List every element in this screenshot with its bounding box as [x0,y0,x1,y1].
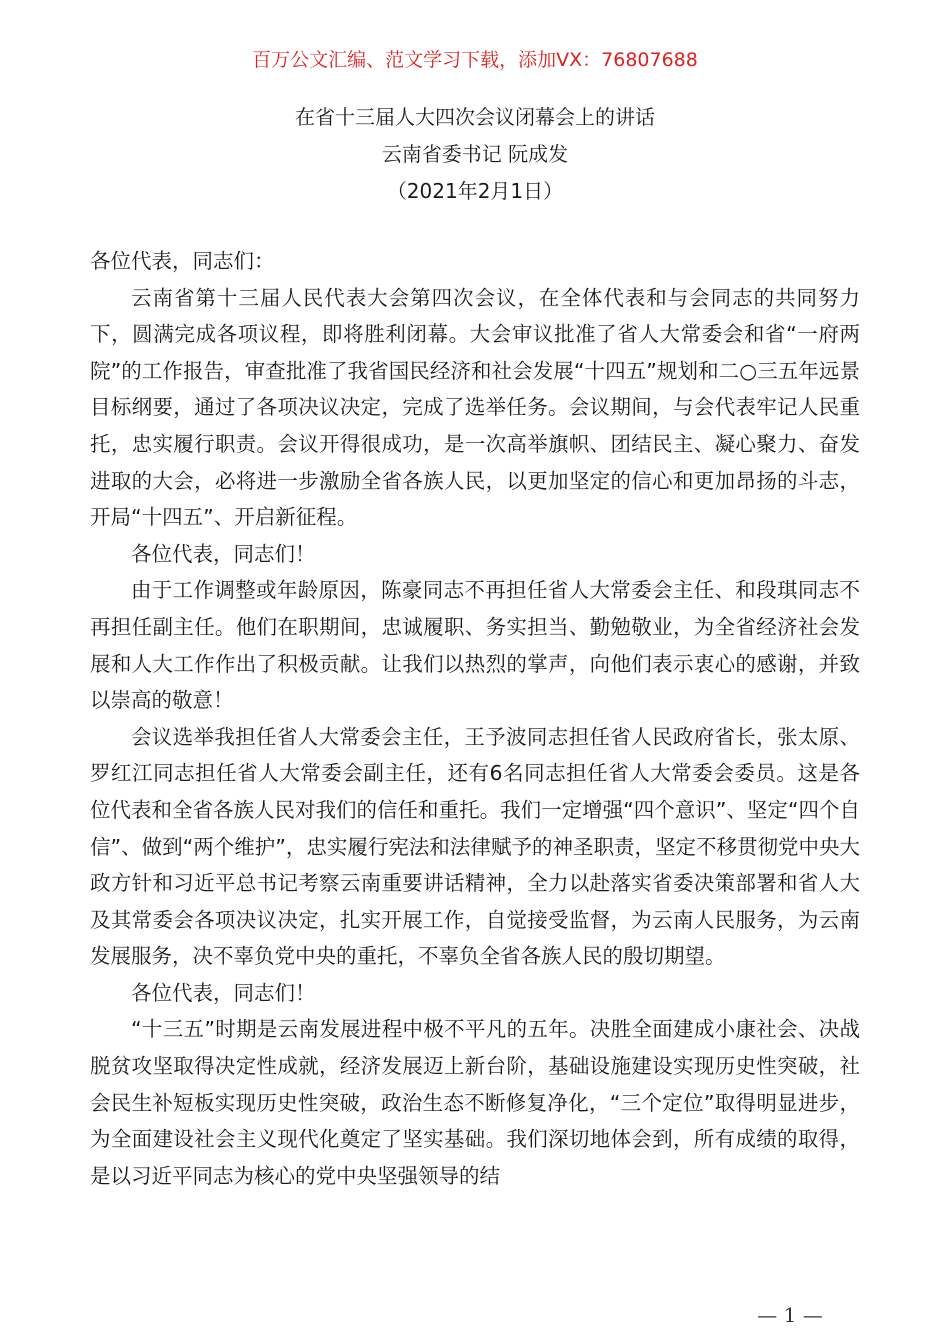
document-body [90,243,860,1194]
paragraph-election: 会议选举我担任省人大常委会主任，王予波同志担任省人民政府省长，张太原、罗红江同志担任省人大常委会副主任，还有6名同志担任省人大常委会委员。这是各位代表和全省各族人民对我们的信任和重托。我们一定增强“四个意识”、坚定“四个自信”、做到“两个维护”，忠实履行宪法和法律赋予的神圣职责，坚定不移贯彻党中央大政方针和习近平总书记考察云南重要讲话精神，全力以赴落实省委决策部署和省人大及其常委会各项决议决定，扎实开展工作，自觉接受监督，为云南人民服务，为云南发展服务，决不辜负党中央的重托，不辜负全省各族人民的殷切期望。 [90,724,860,969]
paragraph-opening: 云南省第十三届人民代表大会第四次会议，在全体代表和与会同志的共同努力下，圆满完成各项议程，即将胜利闭幕。大会审议批准了省人大常委会和省“一府两院”的工作报告，审查批准了我省国民经济和社会发展“十四五”规划和二○三五年远景目标纲要，通过了各项决议决定，完成了选举任务。会议期间，与会代表牢记人民重托，忠实履行职责。会议开得很成功，是一次高举旗帜、团结民主、凝心聚力、奋发进取的大会，必将进一步激励全省各族人民，以更加坚定的信心和更加昂扬的斗志，开局“十四五”、开启新征程。 [90,285,860,530]
paragraph-personnel-change: 由于工作调整或年龄原因，陈豪同志不再担任省人大常委会主任、和段琪同志不再担任副主任。他们在职期间，忠诚履职、务实担当、勤勉敬业，为全省经济社会发展和人大工作作出了积极贡献。让我们以热烈的掌声，向他们表示衷心的感谢，并致以崇高的敬意！ [90,578,860,713]
page-number: — 1 — [757,1303,823,1327]
watermark-text: 百万公文汇编、范文学习下载，添加VX：76807688 [252,49,698,71]
speech-author: 云南省委书记 阮成发 [381,142,569,166]
paragraph-address: 各位代表，同志们！ [131,541,316,566]
title-block [0,99,950,210]
speech-title: 在省十三届人大四次会议闭幕会上的讲话 [295,105,655,129]
speech-date: （2021年2月1日） [386,179,564,203]
paragraph-address: 各位代表，同志们！ [131,980,316,1005]
salutation: 各位代表，同志们： [90,249,275,273]
paragraph-review: “十三五”时期是云南发展进程中极不平凡的五年。决胜全面建成小康社会、决战脱贫攻坚取得决定性成就，经济发展迈上新台阶，基础设施建设实现历史性突破，社会民生补短板实现历史性突破，政治生态不断修复净化，“三个定位”取得明显进步，为全面建设社会主义现代化奠定了坚实基础。我们深切地体会到，所有成绩的取得，是以习近平同志为核心的党中央坚强领导的结 [90,1017,860,1188]
